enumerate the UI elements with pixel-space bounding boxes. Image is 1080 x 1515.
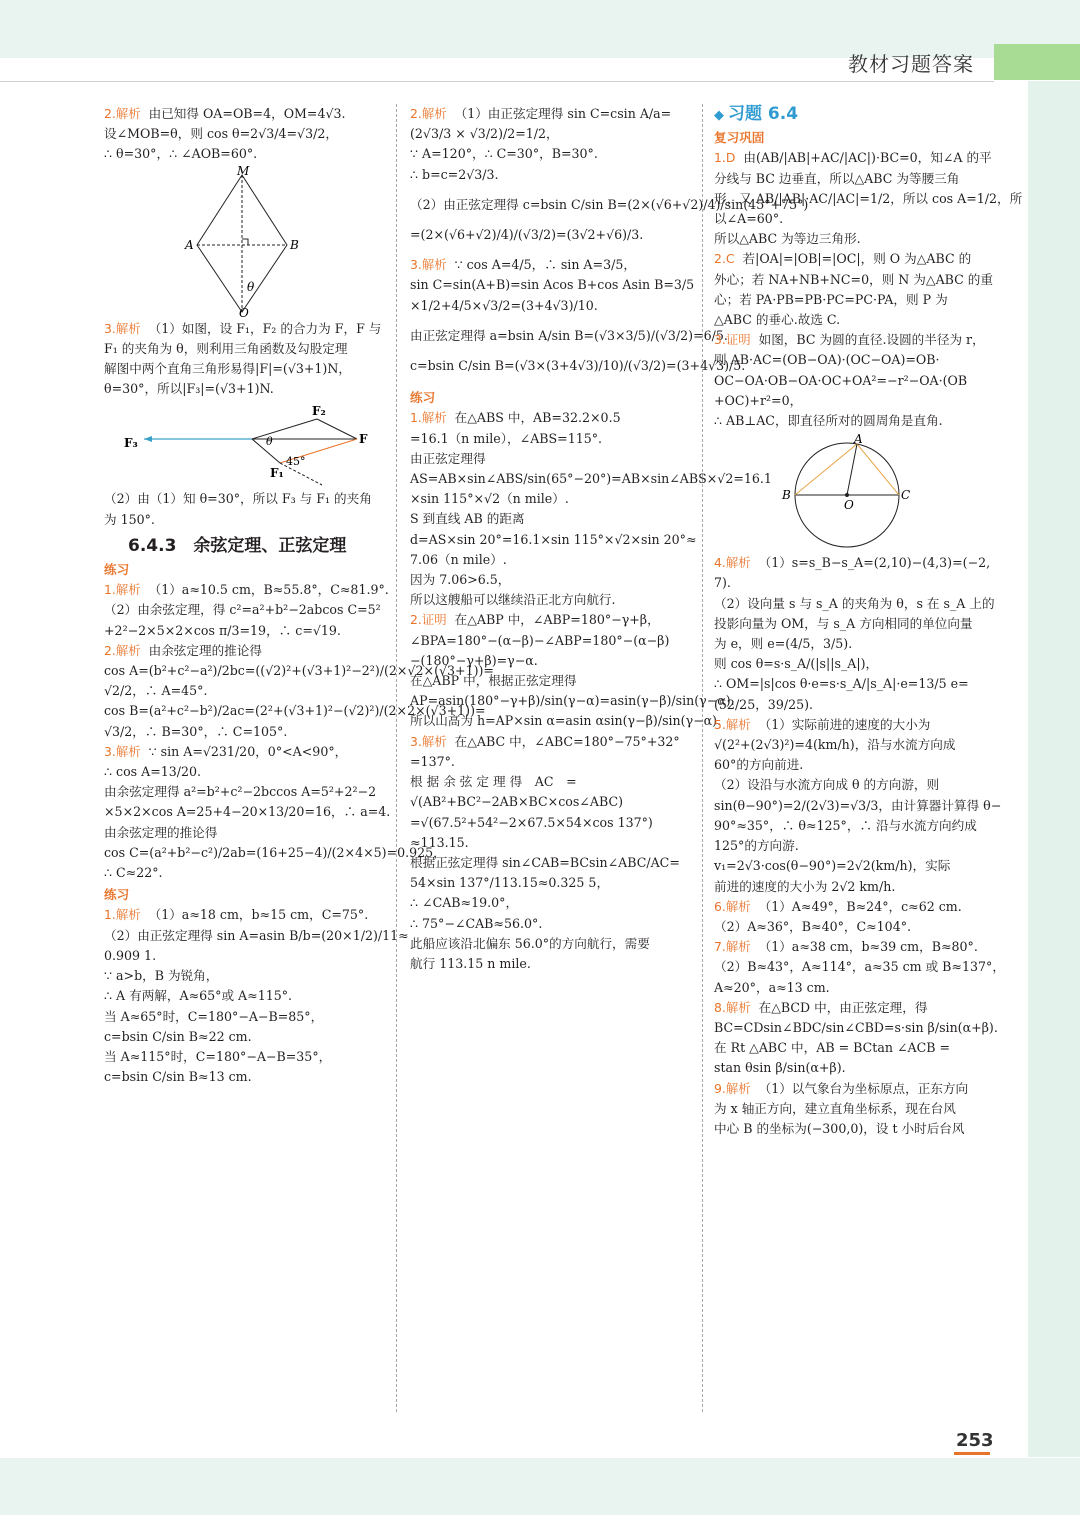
line-text: ∴ 75°−∠CAB≈56.0°. <box>410 915 543 931</box>
line-text: （2）B≈43°，A≈114°，a≈35 cm 或 B≈137°， <box>714 959 1005 975</box>
problem-label: 3.解析 <box>104 320 141 336</box>
problem-label: 8.解析 <box>714 999 751 1015</box>
fig3-label-a: A <box>854 432 863 447</box>
page-number-underline <box>954 1452 990 1455</box>
line-text: cos A=(b²+c²−a²)/2bc=((√2)²+(√3+1)²−2²)/(2×√2×(√3+1))= <box>104 663 494 679</box>
line-text: 由正弦定理得 a=bsin A/sin B=(√3×3/5)/(√3/2)=6/5. <box>410 327 728 343</box>
text-line <box>104 762 380 782</box>
header-rule <box>0 81 994 82</box>
fig2-label-f: F <box>359 432 368 447</box>
fig2-label-angle: 45° <box>286 455 306 469</box>
text-line <box>410 144 686 164</box>
column-3 <box>714 104 1023 1139</box>
line-text: =137°. <box>410 753 455 769</box>
line-text: 为 x 轴正方向，建立直角坐标系，现在台风 <box>714 1100 956 1116</box>
line-text: 在△ABC 中，∠ABC=180°−75°+32° <box>454 733 680 749</box>
text-line <box>104 600 380 620</box>
line-text: c=bsin C/sin B≈22 cm. <box>104 1028 252 1044</box>
line-text: 此船应该沿北偏东 56.0°的方向航行，需要 <box>410 935 650 951</box>
practice-heading-2: 练习 <box>104 887 130 903</box>
text-line <box>714 816 990 836</box>
line-text: 7.06（n mile）. <box>410 551 507 567</box>
col1-block-c <box>104 489 380 529</box>
text-line <box>410 590 686 610</box>
line-text: 中心 B 的坐标为(−300,0)，设 t 小时后台风 <box>714 1120 965 1136</box>
text-line <box>410 530 697 550</box>
line-text: 在△ABP 中，∠ABP=180°−γ+β， <box>454 612 660 628</box>
text-line <box>714 695 990 715</box>
text-line <box>104 510 380 530</box>
text-line <box>104 681 380 701</box>
text-line <box>104 742 380 762</box>
text-line <box>410 550 686 570</box>
text-line <box>104 144 380 164</box>
text-line <box>714 917 990 937</box>
text-line <box>410 296 686 316</box>
line-text: AP=asin(180°−γ+β)/sin(γ−α)=asin(γ−β)/sin(γ−α). <box>410 693 735 709</box>
line-text: 则 AB·AC=(OB−OA)·(OC−OA)=OB· <box>714 352 940 368</box>
fig1-label-b: B <box>290 237 299 252</box>
fig3-label-b: B <box>782 488 791 503</box>
fig3-label-o: O <box>844 498 854 513</box>
text-line <box>410 124 686 144</box>
problem-label: 2.C <box>714 251 735 267</box>
text-line <box>410 509 686 529</box>
line-text: （1）a≈38 cm，b≈39 cm，B≈80°. <box>758 939 978 955</box>
line-text: ∴ OM=|s|cos θ·e=s·s_A/|s_A|·e=13/5 e= <box>714 676 969 692</box>
line-text: √(AB²+BC²−2AB×BC×cos∠ABC) <box>410 794 623 810</box>
text-line <box>714 1038 990 1058</box>
line-text: ×5×2×cos A=25+4−20×13/20=16，∴ a=4. <box>104 804 391 820</box>
circle-figure <box>772 433 932 551</box>
line-text: （1）实际前进的速度的大小为 <box>758 716 931 732</box>
text-line <box>104 1047 380 1067</box>
fig1-label-theta: θ <box>247 279 255 294</box>
text-line <box>104 319 380 339</box>
line-text: sin(θ−90°)=2/(2√3)=√3/3，由计算器计算得 θ− <box>714 797 1002 813</box>
line-text: （2）由正弦定理得 c=bsin C/sin B=(2×(√6+√2)/4)/sin(45°+75°) <box>410 196 809 212</box>
line-text: √2/2，∴ A=45°. <box>104 683 208 699</box>
line-text: =(2×(√6+√2)/4)/(√3/2)=(3√2+√6)/3. <box>410 227 644 243</box>
line-text: （1）以气象台为坐标原点，正东方向 <box>758 1080 969 1096</box>
column-divider-1 <box>396 104 397 1412</box>
text-line <box>410 326 728 346</box>
text-line <box>410 356 746 376</box>
text-line <box>714 614 990 634</box>
line-text: OC−OA·OB−OA·OC+OA²=−r²−OA·(OB <box>714 372 968 388</box>
line-text: stan θsin β/sin(α+β). <box>714 1060 846 1076</box>
text-line <box>714 1079 990 1099</box>
text-line <box>410 853 686 873</box>
text-line <box>104 905 380 925</box>
text-line <box>104 661 494 681</box>
line-text: 由正弦定理得 <box>410 450 486 466</box>
text-line <box>410 732 686 752</box>
text-line <box>104 722 380 742</box>
text-line <box>714 573 990 593</box>
line-text: sin C=sin(A+B)=sin Acos B+cos Asin B=3/5 <box>410 277 695 293</box>
text-line <box>104 621 380 641</box>
line-text: 90°≈35°，∴ θ≈125°，∴ 沿与水流方向约成 <box>714 817 977 833</box>
text-line <box>410 316 686 326</box>
text-line <box>410 914 686 934</box>
review-heading: 复习巩固 <box>714 130 765 146</box>
col1-block-b <box>104 319 380 400</box>
text-line <box>410 610 686 630</box>
problem-label: 2.证明 <box>410 612 447 628</box>
text-line <box>410 376 686 386</box>
text-line <box>104 843 446 863</box>
problem-label: 2.解析 <box>410 106 447 121</box>
line-text: ×sin 115°×√2（n mile）. <box>410 491 569 507</box>
text-line <box>410 255 686 275</box>
text-line <box>714 350 990 370</box>
line-text: 航行 113.15 n mile. <box>410 955 531 971</box>
text-line <box>410 346 686 356</box>
line-text: ∴ θ=30°，∴ ∠AOB=60°. <box>104 146 258 162</box>
text-line <box>714 836 990 856</box>
text-line <box>104 966 380 986</box>
line-text: 由余弦定理的推论得 <box>104 824 218 840</box>
col3-block-a <box>714 148 1023 431</box>
text-line <box>714 978 990 998</box>
text-line <box>410 104 686 124</box>
text-line <box>104 580 389 600</box>
problem-label: 2.解析 <box>104 642 141 658</box>
line-text: (2√3/3 × √3/2)/2=1/2， <box>410 126 559 142</box>
text-line <box>104 124 380 144</box>
line-text: （1）a≈10.5 cm，B≈55.8°，C≈81.9°. <box>148 582 389 598</box>
text-line <box>410 429 686 449</box>
line-text: c=bsin C/sin B=(√3×(3+4√3)/10)/(√3/2)=(3+4√3)/5. <box>410 358 746 374</box>
line-text: S 到直线 AB 的距离 <box>410 511 525 527</box>
problem-label: 1.解析 <box>104 907 141 923</box>
line-text: 因为 7.06>6.5， <box>410 572 511 588</box>
column-divider-2 <box>702 104 703 1412</box>
line-text: v₁=2√3·cos(θ−90°)=2√2(km/h)，实际 <box>714 858 951 874</box>
line-text: 外心；若 NA+NB+NC=0，则 N 为△ABC 的重 <box>714 271 993 287</box>
text-line <box>410 813 686 833</box>
line-text: （2）由正弦定理得 sin A=asin B/b=(20×1/2)/11≈ <box>104 927 409 943</box>
text-line <box>104 863 380 883</box>
line-text: ∴ cos A=13/20. <box>104 764 202 780</box>
text-line <box>104 379 380 399</box>
text-line <box>714 654 990 674</box>
line-text: ≈113.15. <box>410 834 469 850</box>
text-line <box>410 225 686 245</box>
text-line <box>410 165 686 185</box>
text-line <box>410 873 686 893</box>
line-text: 在△ABS 中，AB=32.2×0.5 <box>454 410 621 426</box>
text-line <box>410 631 686 651</box>
line-text: 以∠A=60°. <box>714 211 784 227</box>
diamond-icon: ◆ <box>714 108 724 123</box>
line-text: ∴ b=c=2√3/3. <box>410 166 499 182</box>
line-text: A≈20°，a≈13 cm. <box>714 979 830 995</box>
line-text: 解图中两个直角三角形易得|F|=(√3+1)N， <box>104 361 351 377</box>
fig3-label-c: C <box>901 488 911 503</box>
text-line <box>410 752 686 772</box>
line-text: ∵ A=120°，∴ C=30°，B=30°. <box>410 146 598 162</box>
line-text: 前进的速度的大小为 2√2 km/h. <box>714 878 896 894</box>
text-line <box>104 489 380 509</box>
text-line <box>104 641 380 661</box>
line-text: AS=AB×sin∠ABS/sin(65°−20°)=AB×sin∠ABS×√2=16.1 <box>410 471 772 487</box>
text-line <box>410 195 809 215</box>
line-text: ∴ ∠CAB≈19.0°， <box>410 895 519 911</box>
header-title: 教材习题答案 <box>848 52 974 76</box>
line-text: √3/2，∴ B=30°，∴ C=105°. <box>104 723 288 739</box>
col1-block-a <box>104 104 380 165</box>
line-text: △ABC 的垂心.故选 C. <box>714 312 841 328</box>
text-line <box>714 796 1002 816</box>
text-line <box>410 185 686 195</box>
text-line <box>714 877 990 897</box>
line-text: 在 Rt △ABC 中，AB = BCtan ∠ACB = <box>714 1040 951 1056</box>
line-text: c=bsin C/sin B≈13 cm. <box>104 1069 252 1085</box>
text-line <box>410 651 686 671</box>
line-text: F₁ 的夹角为 θ，则利用三角函数及勾股定理 <box>104 340 348 356</box>
fig2-label-theta: θ <box>266 435 273 449</box>
text-line <box>714 594 995 614</box>
line-text: ∵ a>b，B 为锐角， <box>104 968 219 984</box>
line-text: 如图，BC 为圆的直径.设圆的半径为 r， <box>758 332 985 348</box>
text-line <box>714 310 990 330</box>
text-line <box>714 856 990 876</box>
line-text: ×1/2+4/5×√3/2=(3+4√3)/10. <box>410 297 598 313</box>
line-text: 当 A≈115°时，C=180°−A−B=35°， <box>104 1048 332 1064</box>
text-line <box>410 792 686 812</box>
text-line <box>104 1027 380 1047</box>
problem-label: 4.解析 <box>714 555 751 571</box>
text-line <box>714 209 990 229</box>
problem-label: 3.解析 <box>104 743 141 759</box>
line-text: 由余弦定理得 a²=b²+c²−2bccos A=5²+2²−2 <box>104 784 377 800</box>
problem-label: 1.解析 <box>104 582 141 598</box>
text-line <box>410 489 686 509</box>
line-text: +2²−2×5×2×cos π/3=19，∴ c=√19. <box>104 622 341 638</box>
line-text: ∵ cos A=4/5，∴ sin A=3/5， <box>454 257 636 273</box>
force-figure <box>112 401 372 487</box>
text-line <box>714 330 990 350</box>
col1-block-e <box>104 905 409 1087</box>
problem-label: 5.解析 <box>714 716 751 732</box>
problem-label: 3.解析 <box>410 733 447 749</box>
text-line <box>714 391 990 411</box>
line-text: （2）A≈36°，B≈40°，C≈104°. <box>714 918 912 934</box>
problem-label: 1.解析 <box>410 410 447 426</box>
problem-label: 6.解析 <box>714 898 751 914</box>
line-text: 在△BCD 中，由正弦定理，得 <box>758 999 928 1015</box>
section-title: 6.4.3 余弦定理、正弦定理 <box>128 535 347 556</box>
line-text: （2）由余弦定理，得 c²=a²+b²−2abcos C=5² <box>104 602 381 618</box>
line-text: 在△ABP 中，根据正弦定理得 <box>410 673 577 689</box>
text-line <box>714 1099 990 1119</box>
line-text: 所以这艘船可以继续沿正北方向航行. <box>410 592 616 608</box>
text-line <box>714 715 990 735</box>
practice-heading-3: 练习 <box>410 390 436 406</box>
text-line <box>714 937 990 957</box>
text-line <box>410 833 686 853</box>
problem-label: 3.解析 <box>410 257 447 273</box>
text-line <box>104 926 409 946</box>
text-line <box>714 290 990 310</box>
line-text: ∴ C≈22°. <box>104 865 163 881</box>
line-text: cos C=(a²+b²−c²)/2ab=(16+25−4)/(2×4×5)=0.925， <box>104 844 446 860</box>
text-line <box>410 772 686 792</box>
text-line <box>410 245 686 255</box>
problem-label: 2.解析 <box>104 106 141 121</box>
text-line <box>410 570 686 590</box>
text-line <box>714 189 1023 209</box>
fig2-label-f2: F₂ <box>312 404 326 419</box>
text-line <box>714 775 990 795</box>
line-text: ∠BPA=180°−(α−β)−∠ABP=180°−(α−β) <box>410 632 670 648</box>
text-line <box>714 1058 990 1078</box>
line-text: 为 e，则 e=(4/5，3/5). <box>714 636 853 652</box>
text-line <box>410 408 686 428</box>
text-line <box>714 553 990 573</box>
line-text: 投影向量为 OM，与 s_A 方向相同的单位向量 <box>714 615 973 631</box>
fig1-label-o: O <box>239 305 249 320</box>
line-text: 当 A≈65°时，C=180°−A−B=85°， <box>104 1008 324 1024</box>
text-line <box>410 671 686 691</box>
text-line <box>714 169 990 189</box>
problem-label: 7.解析 <box>714 939 751 955</box>
text-line <box>104 339 380 359</box>
line-text: （2）设沿与水流方向成 θ 的方向游，则 <box>714 777 940 793</box>
line-text: d=AS×sin 20°=16.1×sin 115°×√2×sin 20°≈ <box>410 531 697 547</box>
text-line <box>410 954 686 974</box>
line-text: 分线与 BC 边垂直，所以△ABC 为等腰三角 <box>714 170 960 186</box>
line-text: 所以△ABC 为等边三角形. <box>714 231 861 247</box>
right-margin-band <box>1028 81 1080 1457</box>
problem-label: 1.D <box>714 150 736 166</box>
line-text: 由已知得 OA=OB=4，OM=4√3. <box>148 106 346 121</box>
text-line <box>410 469 772 489</box>
text-line <box>410 711 722 731</box>
line-text: 60°的方向前进. <box>714 757 804 773</box>
text-line <box>104 1067 380 1087</box>
line-text: BC=CDsin∠BDC/sin∠CBD=s·sin β/sin(α+β). <box>714 1019 998 1035</box>
text-line <box>104 104 380 124</box>
line-text: θ=30°，所以|F₃|=(√3+1)N. <box>104 381 274 397</box>
text-line <box>714 998 990 1018</box>
line-text: 则 cos θ=s·s_A/(|s||s_A|)， <box>714 656 879 672</box>
line-text: +OC)+r²=0， <box>714 392 803 408</box>
line-text: 若|OA|=|OB|=|OC|，则 O 为△ABC 的 <box>742 251 972 267</box>
text-line <box>410 449 686 469</box>
problem-label: 3.证明 <box>714 332 751 348</box>
text-line <box>104 701 486 721</box>
line-text: （1）如图，设 F₁，F₂ 的合力为 F，F 与 <box>148 320 382 336</box>
text-line <box>410 934 686 954</box>
text-line <box>104 802 391 822</box>
line-text: （2）设向量 s 与 s_A 的夹角为 θ，s 在 s_A 上的 <box>714 595 995 611</box>
header-tab <box>994 44 1080 80</box>
line-text: 由余弦定理的推论得 <box>148 642 262 658</box>
line-text: 设∠MOB=θ，则 cos θ=2√3/4=√3/2， <box>104 126 338 142</box>
text-line <box>714 371 990 391</box>
text-line <box>410 275 695 295</box>
line-text: −(180°−γ+β)=γ−α. <box>410 652 538 668</box>
line-text: 由(AB/|AB|+AC/|AC|)·BC=0，知∠A 的平 <box>743 150 992 166</box>
text-line <box>714 249 990 269</box>
line-text: ∵ sin A=√231/20，0°<A<90°， <box>148 743 348 759</box>
text-line <box>410 691 735 711</box>
line-text: (52/25，39/25). <box>714 696 814 712</box>
line-text: 54×sin 137°/113.15≈0.325 5， <box>410 875 610 891</box>
line-text: （1）s=s_B−s_A=(2,10)−(4,3)=(−2, <box>758 555 991 571</box>
text-line <box>410 893 686 913</box>
line-text: 0.909 1. <box>104 947 157 963</box>
text-line <box>714 674 990 694</box>
exercise-title <box>714 104 990 126</box>
practice-heading-1: 练习 <box>104 562 130 578</box>
text-line <box>104 946 380 966</box>
text-line <box>714 1018 998 1038</box>
col3-block-b <box>714 553 1005 1139</box>
line-text: （2）由（1）知 θ=30°，所以 F₃ 与 F₁ 的夹角 <box>104 491 372 507</box>
text-line <box>714 229 990 249</box>
line-text: 所以山高为 h=AP×sin α=asin αsin(γ−β)/sin(γ−α). <box>410 713 722 729</box>
text-line <box>714 755 990 775</box>
line-text: 根 据 余 弦 定 理 得 AC = <box>410 774 577 790</box>
text-line <box>410 215 686 225</box>
line-text: cos B=(a²+c²−b²)/2ac=(2²+(√3+1)²−(√2)²)/(2×2×(√3+1))= <box>104 703 486 719</box>
line-text: 7). <box>714 575 731 591</box>
text-line <box>714 634 990 654</box>
rhombus-figure <box>167 163 317 320</box>
line-text: ∴ AB⊥AC，即直径所对的圆周角是直角. <box>714 413 943 429</box>
line-text: （1）由正弦定理得 sin C=csin A/a= <box>454 106 672 121</box>
line-text: （1）a≈18 cm，b≈15 cm，C=75°. <box>148 907 369 923</box>
text-line <box>714 957 1005 977</box>
fig1-label-a: A <box>185 237 194 252</box>
exercise-title-text: 习题 6.4 <box>728 104 799 124</box>
line-text: √(2²+(2√3)²)=4(km/h)，沿与水流方向成 <box>714 737 956 753</box>
fig2-label-f1: F₁ <box>270 466 284 481</box>
text-line <box>714 897 990 917</box>
line-text: =16.1（n mile），∠ABS=115°. <box>410 430 603 446</box>
fig1-label-m: M <box>237 163 250 178</box>
line-text: 心；若 PA·PB=PB·PC=PC·PA，则 P 为 <box>714 291 948 307</box>
page-number: 253 <box>956 1430 994 1451</box>
text-line <box>714 270 993 290</box>
line-text: 125°的方向游. <box>714 838 799 854</box>
text-line <box>714 148 990 168</box>
text-line <box>714 735 990 755</box>
line-text: 根据正弦定理得 sin∠CAB=BCsin∠ABC/AC= <box>410 854 680 870</box>
line-text: （1）A≈49°，B≈24°，c≈62 cm. <box>758 898 962 914</box>
problem-label: 9.解析 <box>714 1080 751 1096</box>
text-line <box>104 823 380 843</box>
text-line <box>714 1119 990 1139</box>
line-text: 为 150°. <box>104 511 155 527</box>
line-text: 形，又 AB/|AB|·AC/|AC|=1/2，所以 cos A=1/2，所 <box>714 190 1023 206</box>
text-line <box>104 986 380 1006</box>
line-text: =√(67.5²+54²−2×67.5×54×cos 137°) <box>410 814 653 830</box>
text-line <box>104 1007 380 1027</box>
text-line <box>714 411 990 431</box>
fig2-label-f3: F₃ <box>124 436 138 451</box>
line-text: ∴ A 有两解，A≈65°或 A≈115°. <box>104 988 293 1004</box>
text-line <box>104 359 380 379</box>
text-line <box>104 782 380 802</box>
